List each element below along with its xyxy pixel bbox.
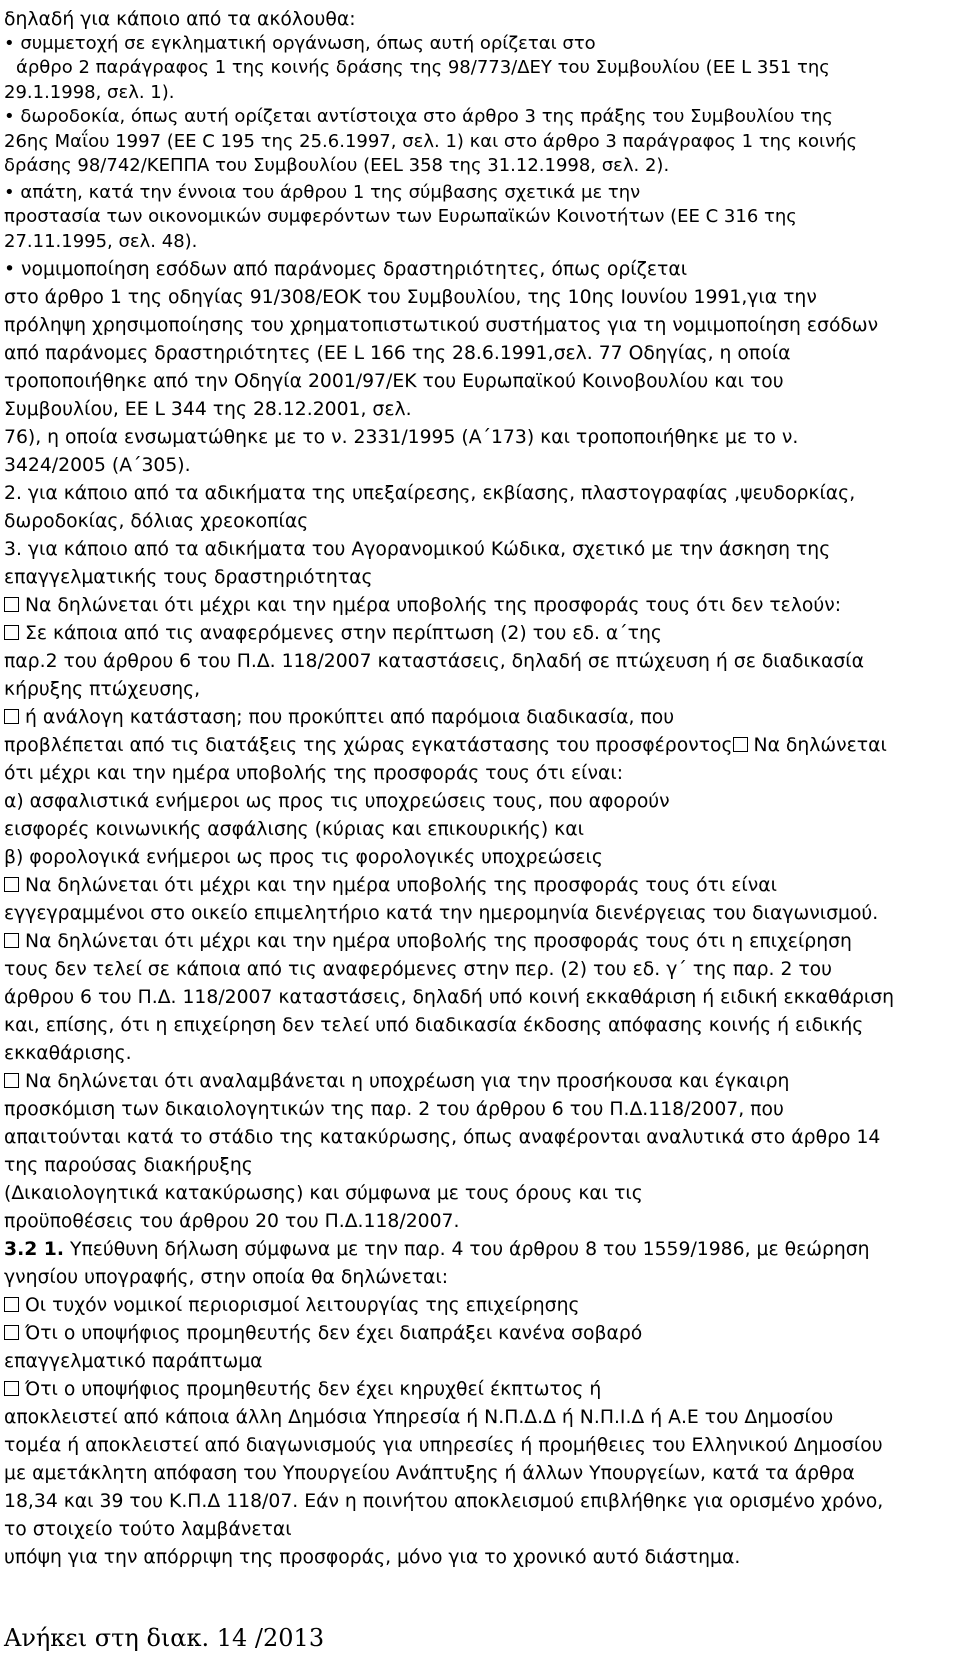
text-line: και, επίσης, ότι η επιχείρηση δεν τελεί υπό διαδικασία έκδοσης απόφασης κοινής ή ειδικής (4, 1015, 864, 1036)
text-line: παρ.2 του άρθρου 6 του Π.Δ. 118/2007 καταστάσεις, δηλαδή σε πτώχευση ή σε διαδικασία (4, 651, 864, 672)
checkbox-text: Να δηλώνεται ότι μέχρι και την ημέρα υποβολής της προσφοράς τους ότι δεν τελούν: (24, 595, 842, 616)
text-line: γνησίου υπογραφής, στην οποία θα δηλώνεται: (4, 1267, 449, 1288)
checkbox-line (4, 875, 777, 897)
text-line: εγγεγραμμένοι στο οικείο επιμελητήριο κατά την ημερομηνία διενέργειας του διαγωνισμού. (4, 903, 879, 924)
checkbox-icon[interactable] (4, 933, 19, 948)
checkbox-icon[interactable] (733, 737, 748, 752)
section-text: Υπεύθυνη δήλωση σύμφωνα με την παρ. 4 του άρθρου 8 του 1559/1986, με θεώρηση (70, 1239, 870, 1260)
text-line: α) ασφαλιστικά ενήμεροι ως προς τις υποχρεώσεις τους, που αφορούν (4, 791, 670, 812)
checkbox-icon[interactable] (4, 1381, 19, 1396)
text-line: δωροδοκίας, δόλιας χρεοκοπίας (4, 511, 309, 532)
checkbox-text: Να δηλώνεται ότι αναλαμβάνεται η υποχρέωση για την προσήκουσα και έγκαιρη (24, 1071, 790, 1092)
text-line: άρθρο 2 παράγραφος 1 της κοινής δράσης της 98/773/ΔΕΥ του Συμβουλίου (ΕΕ L 351 της (16, 57, 830, 78)
text-line: • δωροδοκία, όπως αυτή ορίζεται αντίστοιχα στο άρθρο 3 της πράξης του Συμβουλίου της (4, 106, 833, 127)
text-line: (Δικαιολογητικά κατακύρωσης) και σύμφωνα με τους όρους και τις (4, 1183, 643, 1204)
text-line: β) φορολογικά ενήμεροι ως προς τις φορολογικές υποχρεώσεις (4, 847, 603, 868)
text-line: της παρούσας διακήρυξης (4, 1155, 253, 1176)
text-line: δηλαδή για κάποιο από τα ακόλουθα: (4, 9, 356, 30)
text-line: επαγγελματικό παράπτωμα (4, 1351, 263, 1372)
section-line (4, 1239, 870, 1261)
checkbox-text: ή ανάλογη κατάσταση; που προκύπτει από παρόμοια διαδικασία, που (24, 707, 675, 728)
checkbox-text: Ότι ο υποψήφιος προμηθευτής δεν έχει διαπράξει κανένα σοβαρό (24, 1323, 643, 1344)
text-line: υπόψη για την απόρριψη της προσφοράς, μόνο για το χρονικό αυτό διάστημα. (4, 1547, 741, 1568)
checkbox-icon[interactable] (4, 1325, 19, 1340)
checkbox-icon[interactable] (4, 625, 19, 640)
checkbox-text: Να δηλώνεται (753, 735, 887, 756)
text-line: απαιτούνται κατά το στάδιο της κατακύρωσης, όπως αναφέρονται αναλυτικά στο άρθρο 14 (4, 1127, 881, 1148)
text-line: • νομιμοποίηση εσόδων από παράνομες δραστηριότητες, όπως ορίζεται (4, 259, 688, 280)
text-line: • απάτη, κατά την έννοια του άρθρου 1 της σύμβασης σχετικά με την (4, 182, 641, 203)
text-line: προσκόμιση των δικαιολογητικών της παρ. 2 του άρθρου 6 του Π.Δ.118/2007, που (4, 1099, 784, 1120)
checkbox-line (4, 595, 841, 617)
text-line: 29.1.1998, σελ. 1). (4, 82, 175, 103)
section-number: 3.2 1. (4, 1239, 65, 1260)
text-line: εισφορές κοινωνικής ασφάλισης (κύριας και επικουρικής) και (4, 819, 584, 840)
checkbox-line (4, 1379, 601, 1401)
text-line: τους δεν τελεί σε κάποια από τις αναφερόμενες στην περ. (2) του εδ. γ΄ της παρ. 2 του (4, 959, 833, 980)
text-line: Συμβουλίου, ΕΕ L 344 της 28.12.2001, σελ. (4, 399, 412, 420)
text-line: 27.11.1995, σελ. 48). (4, 231, 198, 252)
text-line: 26ης Μαΐου 1997 (ΕΕ C 195 της 25.6.1997, σελ. 1) και στο άρθρο 3 παράγραφος 1 της κοινής (4, 131, 858, 152)
checkbox-line (4, 1323, 642, 1345)
checkbox-icon[interactable] (4, 877, 19, 892)
text-line: αποκλειστεί από κάποια άλλη Δημόσια Υπηρεσία ή Ν.Π.Δ.Δ ή Ν.Π.Ι.Δ ή Α.Ε του Δημοσίου (4, 1407, 834, 1428)
checkbox-text: Σε κάποια από τις αναφερόμενες στην περίπτωση (2) του εδ. α΄της (24, 623, 662, 644)
line-text: προβλέπεται από τις διατάξεις της χώρας εγκατάστασης του προσφέροντος (4, 735, 733, 756)
checkbox-text: Να δηλώνεται ότι μέχρι και την ημέρα υποβολής της προσφοράς τους ότι είναι (24, 875, 777, 896)
text-line: 3424/2005 (Α΄305). (4, 455, 191, 476)
text-line: το στοιχείο τούτο λαμβάνεται (4, 1519, 292, 1540)
text-line: 2. για κάποιο από τα αδικήματα της υπεξαίρεσης, εκβίασης, πλαστογραφίας ,ψευδορκίας, (4, 483, 856, 504)
text-line: από παράνομες δραστηριότητες (ΕΕ L 166 της 28.6.1991,σελ. 77 Οδηγίας, η οποία (4, 343, 791, 364)
text-line: στο άρθρο 1 της οδηγίας 91/308/ΕΟΚ του Συμβουλίου, της 10ης Ιουνίου 1991,για την (4, 287, 817, 308)
text-line: 76), η οποία ενσωματώθηκε με το ν. 2331/1995 (Α΄173) και τροποποιήθηκε με το ν. (4, 427, 799, 448)
text-line: προϋποθέσεις του άρθρου 20 του Π.Δ.118/2007. (4, 1211, 460, 1232)
checkbox-icon[interactable] (4, 1073, 19, 1088)
text-line: κήρυξης πτώχευσης, (4, 679, 201, 700)
checkbox-icon[interactable] (4, 1297, 19, 1312)
checkbox-line (4, 1295, 580, 1317)
text-line: επαγγελματικής τους δραστηριότητας (4, 567, 373, 588)
text-line: με αμετάκλητη απόφαση του Υπουργείου Ανάπτυξης ή άλλων Υπουργείων, κατά τα άρθρα (4, 1463, 855, 1484)
checkbox-text: Να δηλώνεται ότι μέχρι και την ημέρα υποβολής της προσφοράς τους ότι η επιχείρηση (24, 931, 852, 952)
checkbox-line (4, 931, 852, 953)
checkbox-icon[interactable] (4, 597, 19, 612)
text-line: τροποποιήθηκε από την Οδηγία 2001/97/ΕΚ του Ευρωπαϊκού Κοινοβουλίου και του (4, 371, 784, 392)
text-line: • συμμετοχή σε εγκληματική οργάνωση, όπως αυτή ορίζεται στο (4, 33, 596, 54)
checkbox-line (4, 707, 674, 729)
checkbox-text: Ότι ο υποψήφιος προμηθευτής δεν έχει κηρυχθεί έκπτωτος ή (24, 1379, 602, 1400)
text-line: 18,34 και 39 του Κ.Π.Δ 118/07. Εάν η ποινήτου αποκλεισμού επιβλήθηκε για ορισμένο χρόνο, (4, 1491, 884, 1512)
page-footer: Ανήκει στη διακ. 14 /2013 (4, 1624, 325, 1652)
text-line: δράσης 98/742/ΚΕΠΠΑ του Συμβουλίου (ΕΕL 358 της 31.12.1998, σελ. 2). (4, 155, 670, 176)
checkbox-line (4, 1071, 789, 1093)
text-line: προστασία των οικονομικών συμφερόντων των Ευρωπαϊκών Κοινοτήτων (ΕΕ C 316 της (4, 206, 797, 227)
text-line: εκκαθάρισης. (4, 1043, 132, 1064)
checkbox-icon[interactable] (4, 709, 19, 724)
text-line: τομέα ή αποκλειστεί από διαγωνισμούς για υπηρεσίες ή προμήθειες του Ελληνικού Δημοσίου (4, 1435, 883, 1456)
text-line: άρθρου 6 του Π.Δ. 118/2007 καταστάσεις, δηλαδή υπό κοινή εκκαθάριση ή ειδική εκκαθάριση (4, 987, 895, 1008)
checkbox-line (4, 735, 887, 757)
checkbox-line (4, 623, 662, 645)
text-line: ότι μέχρι και την ημέρα υποβολής της προσφοράς τους ότι είναι: (4, 763, 624, 784)
text-line: πρόληψη χρησιμοποίησης του χρηματοπιστωτικού συστήματος για τη νομιμοποίηση εσόδων (4, 315, 879, 336)
text-line: 3. για κάποιο από τα αδικήματα του Αγορανομικού Κώδικα, σχετικό με την άσκηση της (4, 539, 831, 560)
checkbox-text: Οι τυχόν νομικοί περιορισμοί λειτουργίας της επιχείρησης (24, 1295, 580, 1316)
